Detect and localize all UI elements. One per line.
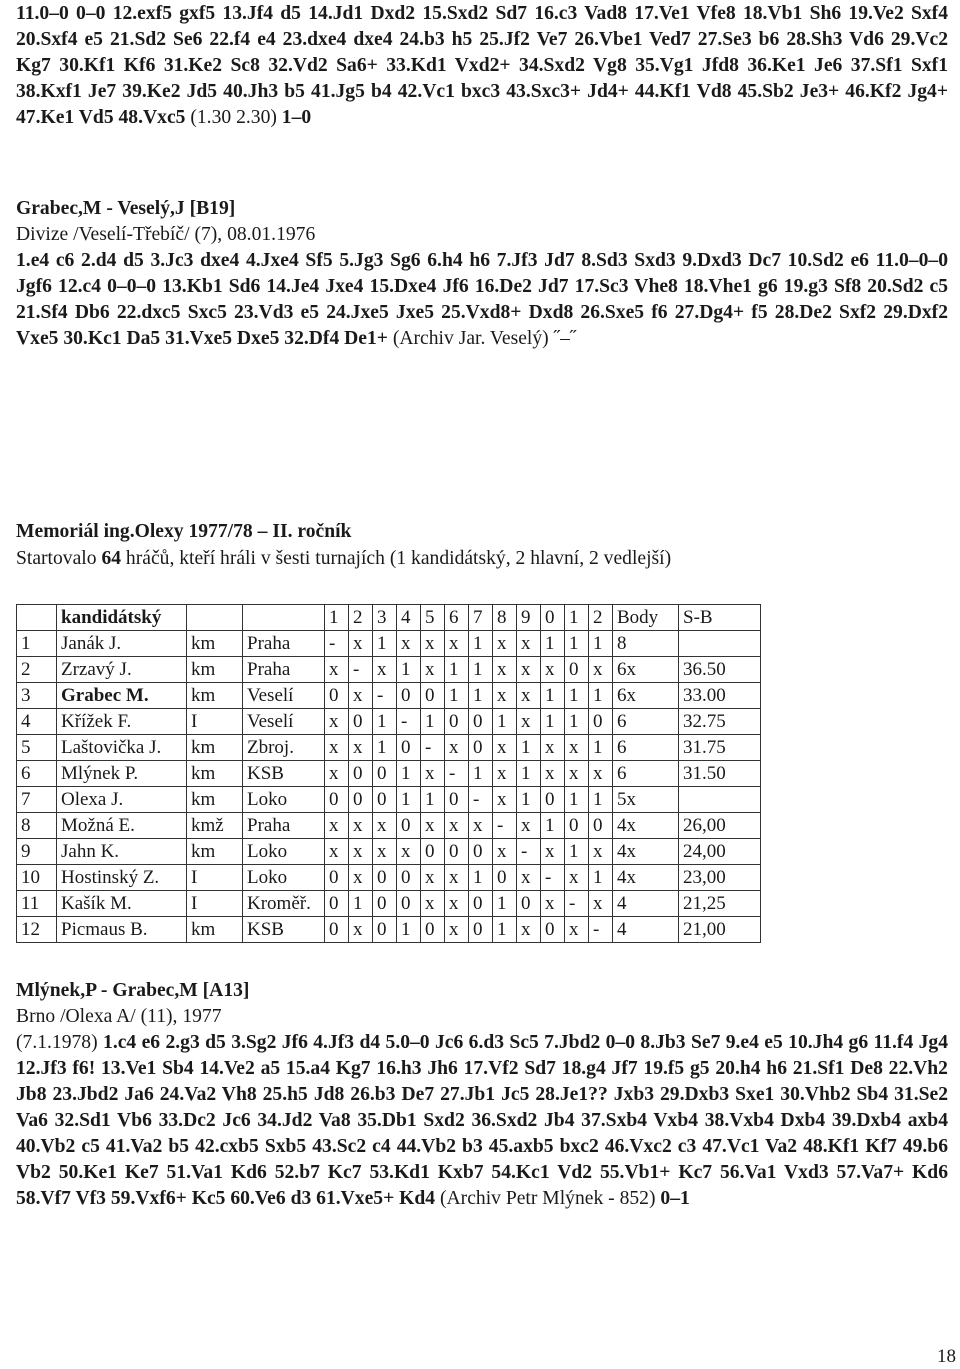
table-header-cell: S-B: [679, 605, 761, 631]
table-cell: 1: [469, 631, 493, 657]
table-cell: km: [187, 631, 243, 657]
table-cell: Zbroj.: [243, 735, 325, 761]
game3: [16, 978, 948, 1212]
table-cell: x: [541, 761, 565, 787]
table-cell: 1: [373, 735, 397, 761]
table-cell: 0: [469, 917, 493, 943]
table-cell: 1: [589, 631, 613, 657]
game3-players: Mlýnek,P - Grabec,M [A13]: [16, 980, 250, 1001]
table-cell: 32.75: [679, 709, 761, 735]
table-cell: x: [421, 657, 445, 683]
table-cell: x: [325, 657, 349, 683]
table-cell: 0: [373, 865, 397, 891]
game1-moves-rest: Sh6 19.Ve2 Sxf4 20.Sxf4 e5 21.Sd2 Se6 22.f4 e4 23.dxe4 dxe4 24.b3 h5 25.Jf2 Ve7 26.Vbe1 Ved7 27.Se3 b6 28.Sh3 Vd6 29.Vc2 Kg7 30.Kf1 Kf6 31.Ke2 Sc8 32.Vd2 Sa6+ 33.Kd1 Vxd2+ 34.Sxd2 Vg8 35.Vg1 Jfd8 36.Ke1 Je6 37.Sf1 Sxf1 38.Kxf1 Je7 39.Ke2 Jd5 40.Jh3 b5 41.Jg5 b4 42.Vc1 bxc3 43.Sxc3+ Jd4+ 44.Kf1 Vd8 45.Sb2 Je3+ 46.Kf2 Jg4+ 47.Ke1 Vd5 48.Vxc5: [16, 3, 949, 128]
table-cell: 0: [469, 839, 493, 865]
table-cell: 1: [469, 657, 493, 683]
table-header-cell: 2: [589, 605, 613, 631]
game1-time: (1.30 2.30): [190, 107, 277, 128]
table-cell: x: [493, 631, 517, 657]
table-cell: KSB: [243, 917, 325, 943]
table-cell: x: [349, 683, 373, 709]
table-cell: Loko: [243, 787, 325, 813]
game2-moves: 1.e4 c6 2.d4 d5 3.Jc3 dxe4 4.Jxe4 Sf5 5.Jg3 Sg6 6.h4 h6 7.Jf3 Jd7 8.Sd3 Sxd3 9.Dxd3 Dc7 10.Sd2 e6 11.0–0–0 Jgf6 12.c4 0–0–0 13.Kb1 Sd6 14.Je4 Jxe4 15.Dxe4 Jf6 16.De2 Jd7 17.Sc3 Vhe8 18.Vhe1 g6 19.g3 Sf8 20.Sd2 c5 21.Sf4 Db6 22.dxc5 Sxc5 23.Vd3 e5 24.Jxe5 Jxe5 25.Vxd8+ Dxd8 26.Sxe5 f6 27.Dg4+ f5 28.De2 Sxf2 29.Dxf2 Vxe5 30.Kc1 Da5 31.Vxe5 Dxe5 32.Df4 De1+: [16, 250, 948, 349]
table-cell: x: [421, 891, 445, 917]
table-cell: -: [469, 787, 493, 813]
game2-event: Divize /Veselí-Třebíč/ (7), 08.01.1976: [16, 224, 316, 245]
game2-players: Grabec,M - Veselý,J [B19]: [16, 198, 236, 219]
table-cell: -: [541, 865, 565, 891]
table-row: [17, 735, 761, 761]
table-cell: x: [373, 813, 397, 839]
table-cell: 0: [397, 891, 421, 917]
table-cell: 4: [613, 891, 679, 917]
table-cell: km: [187, 839, 243, 865]
table-row: [17, 683, 761, 709]
table-cell: x: [325, 735, 349, 761]
table-cell: 0: [397, 813, 421, 839]
table-cell: 1: [565, 683, 589, 709]
table-cell: 21,00: [679, 917, 761, 943]
table-cell: x: [325, 839, 349, 865]
table-cell: km: [187, 735, 243, 761]
table-cell: 1: [517, 735, 541, 761]
table-cell: 6x: [613, 683, 679, 709]
table-cell: x: [493, 683, 517, 709]
table-cell: 0: [469, 891, 493, 917]
table-cell: x: [397, 839, 421, 865]
tournament-table-body: [17, 605, 761, 943]
table-cell: Praha: [243, 813, 325, 839]
game3-date: (7.1.1978): [16, 1032, 98, 1053]
table-cell: 0: [541, 787, 565, 813]
table-cell: 8: [613, 631, 679, 657]
table-cell: x: [349, 813, 373, 839]
table-cell: 4x: [613, 865, 679, 891]
table-cell: 1: [445, 657, 469, 683]
table-cell: 1: [541, 813, 565, 839]
table-cell: KSB: [243, 761, 325, 787]
table-cell: 0: [421, 683, 445, 709]
table-cell: x: [349, 839, 373, 865]
table-row: [17, 657, 761, 683]
table-header-cell: 0: [541, 605, 565, 631]
table-cell: -: [565, 891, 589, 917]
table-cell: x: [517, 709, 541, 735]
table-header-cell: 1: [565, 605, 589, 631]
table-cell: 21,25: [679, 891, 761, 917]
table-cell: 11: [17, 891, 57, 917]
table-cell: 4x: [613, 839, 679, 865]
table-cell: 0: [589, 813, 613, 839]
memorial-section: [16, 520, 948, 574]
table-cell: x: [541, 735, 565, 761]
table-cell: Olexa J.: [57, 787, 187, 813]
table-cell: 0: [397, 865, 421, 891]
game1-moves-line1: 11.0–0 0–0 12.exf5 gxf5 13.Jf4 d5 14.Jd1 Dxd2 15.Sxd2 Sd7 16.c3 Vad8 17.Ve1 Vfe8 18.Vb1: [16, 3, 803, 24]
table-cell: km: [187, 917, 243, 943]
table-cell: 0: [373, 787, 397, 813]
table-cell: 1: [445, 683, 469, 709]
table-cell: km: [187, 683, 243, 709]
table-cell: 3: [17, 683, 57, 709]
table-cell: 1: [469, 761, 493, 787]
table-cell: 0: [469, 709, 493, 735]
table-cell: 0: [325, 891, 349, 917]
table-cell: Praha: [243, 657, 325, 683]
table-cell: Hostinský Z.: [57, 865, 187, 891]
table-cell: [679, 787, 761, 813]
table-cell: x: [565, 761, 589, 787]
table-cell: Kašík M.: [57, 891, 187, 917]
table-cell: Loko: [243, 839, 325, 865]
table-cell: 0: [421, 917, 445, 943]
table-cell: x: [445, 631, 469, 657]
table-cell: Možná E.: [57, 813, 187, 839]
table-cell: 31.50: [679, 761, 761, 787]
table-row: [17, 891, 761, 917]
table-cell: -: [589, 917, 613, 943]
table-header-cell: 8: [493, 605, 517, 631]
table-cell: 1: [469, 865, 493, 891]
table-cell: x: [325, 813, 349, 839]
table-cell: Veselí: [243, 709, 325, 735]
table-cell: x: [421, 813, 445, 839]
table-cell: 1: [397, 657, 421, 683]
table-cell: Picmaus B.: [57, 917, 187, 943]
table-header-cell: 6: [445, 605, 469, 631]
memorial-title: Memoriál ing.Olexy 1977/78 – II. ročník: [16, 521, 352, 542]
table-cell: x: [493, 735, 517, 761]
table-cell: 4: [613, 917, 679, 943]
table-cell: 1: [493, 891, 517, 917]
table-cell: x: [565, 917, 589, 943]
page-number: 18: [937, 1346, 956, 1367]
table-cell: 1: [565, 709, 589, 735]
table-cell: 26,00: [679, 813, 761, 839]
table-header-cell: 4: [397, 605, 421, 631]
table-cell: x: [421, 631, 445, 657]
table-header-row: [17, 605, 761, 631]
table-cell: Loko: [243, 865, 325, 891]
table-cell: x: [349, 865, 373, 891]
table-cell: I: [187, 891, 243, 917]
table-cell: 1: [373, 631, 397, 657]
table-cell: 0: [493, 865, 517, 891]
table-cell: 0: [541, 917, 565, 943]
table-cell: 1: [493, 709, 517, 735]
game3-event: Brno /Olexa A/ (11), 1977: [16, 1006, 222, 1027]
table-cell: x: [373, 657, 397, 683]
table-cell: 6: [613, 735, 679, 761]
table-cell: x: [325, 709, 349, 735]
table-row: [17, 761, 761, 787]
table-cell: Křížek F.: [57, 709, 187, 735]
table-cell: 7: [17, 787, 57, 813]
table-cell: x: [565, 865, 589, 891]
table-cell: I: [187, 709, 243, 735]
table-cell: 1: [469, 683, 493, 709]
table-cell: x: [445, 891, 469, 917]
table-cell: 0: [565, 813, 589, 839]
game3-source: (Archiv Petr Mlýnek - 852): [440, 1188, 656, 1209]
table-row: [17, 709, 761, 735]
table-cell: km: [187, 787, 243, 813]
table-cell: 36.50: [679, 657, 761, 683]
table-cell: 0: [349, 787, 373, 813]
table-cell: Janák J.: [57, 631, 187, 657]
table-cell: x: [445, 917, 469, 943]
table-cell: Zrzavý J.: [57, 657, 187, 683]
game2-source: (Archiv Jar. Veselý): [392, 328, 549, 349]
table-cell: x: [445, 813, 469, 839]
game3-moves-b: f6! 13.Ve1 Sb4 14.Ve2 a5 15.a4 Kg7 16.h3 Jh6 17.Vf2 Sd7 18.g4 Jf7 19.f5 g5 20.h4 h6 21.Sf1 De8 22.Vh2 Jb8 23.Jbd2 Ja6 24.Va2 Vh8 25.h5 Jd8 26.b3 De7 27.Jb1 Jc5 28.Je1?? Jxb3 29.Dxb3 Sxe1 30.Vhb2 Sb4 31.Se2 Va6 32.Sd1 Vb6 33.Dc2 Jc6 34.Jd2 Va8 35.Db1 Sxd2 36.Sxd2 Jb4 37.Sxb4 Vxb4 38.Vxb4 Dxb4 39.Dxb4 axb4 40.Vb2 c5 41.Va2 b5 42.cxb5 Sxb5 43.Sc2 c4 44.Vb2 b3 45.axb5 bxc2 46.Vxc2 c3 47.Vc1 Va2 48.Kf1 Kf7 49.b6 Vb2 50.Ke1 Ke7 51.Va1 Kd6 52.b7 Kc7 53.Kd1 Kxb7 54.Kc1 Vd2 55.Vb1+ Kc7 56.Va1 Vxd3 57.Va7+ Kd6 58.Vf7 Vf3 59.Vxf6+ Kc5 60.Ve6 d3 61.Vxe5+ Kd4: [16, 1058, 948, 1209]
table-cell: km: [187, 761, 243, 787]
table-header-cell: 7: [469, 605, 493, 631]
table-cell: x: [493, 839, 517, 865]
table-cell: 8: [17, 813, 57, 839]
table-cell: x: [541, 657, 565, 683]
table-cell: 0: [469, 735, 493, 761]
game1-result: 1–0: [281, 107, 312, 128]
table-cell: 0: [325, 787, 349, 813]
table-cell: 0: [373, 891, 397, 917]
table-cell: 0: [445, 787, 469, 813]
table-header-cell: 5: [421, 605, 445, 631]
table-cell: 0: [565, 657, 589, 683]
table-cell: 0: [445, 839, 469, 865]
game2-result: ˝–˝: [553, 328, 577, 349]
table-cell: 1: [517, 787, 541, 813]
table-cell: Grabec M.: [57, 683, 187, 709]
table-cell: x: [541, 839, 565, 865]
table-cell: 1: [17, 631, 57, 657]
table-cell: Jahn K.: [57, 839, 187, 865]
table-cell: 0: [325, 683, 349, 709]
table-cell: 1: [421, 709, 445, 735]
table-cell: 10: [17, 865, 57, 891]
table-cell: 0: [517, 891, 541, 917]
table-cell: 31.75: [679, 735, 761, 761]
table-cell: 1: [589, 683, 613, 709]
table-cell: 1: [541, 631, 565, 657]
table-cell: 0: [349, 761, 373, 787]
table-cell: x: [541, 891, 565, 917]
table-header-cell: kandidátský: [57, 605, 187, 631]
table-cell: 0: [397, 735, 421, 761]
table-row: [17, 865, 761, 891]
table-cell: Kroměř.: [243, 891, 325, 917]
table-cell: 6x: [613, 657, 679, 683]
table-cell: 5x: [613, 787, 679, 813]
table-cell: 0: [373, 761, 397, 787]
table-cell: x: [325, 761, 349, 787]
table-cell: 1: [565, 787, 589, 813]
table-cell: 5: [17, 735, 57, 761]
table-cell: x: [565, 735, 589, 761]
tournament-table: [16, 604, 761, 943]
table-cell: 2: [17, 657, 57, 683]
table-header-cell: [17, 605, 57, 631]
table-header-cell: 1: [325, 605, 349, 631]
table-cell: x: [517, 683, 541, 709]
table-cell: 1: [397, 761, 421, 787]
table-cell: x: [349, 735, 373, 761]
table-cell: -: [349, 657, 373, 683]
table-cell: Laštovička J.: [57, 735, 187, 761]
table-cell: 33.00: [679, 683, 761, 709]
table-cell: 0: [325, 865, 349, 891]
table-cell: Veselí: [243, 683, 325, 709]
table-cell: 1: [493, 917, 517, 943]
table-cell: x: [493, 787, 517, 813]
table-cell: kmž: [187, 813, 243, 839]
table-cell: 12: [17, 917, 57, 943]
table-header-cell: [243, 605, 325, 631]
table-header-cell: 9: [517, 605, 541, 631]
table-header-cell: [187, 605, 243, 631]
table-cell: x: [493, 761, 517, 787]
memorial-subtitle: Startovalo 64 hráčů, kteří hráli v šesti turnajích (1 kandidátský, 2 hlavní, 2 vedlejší): [16, 548, 672, 569]
table-cell: 1: [541, 683, 565, 709]
table-cell: 1: [517, 761, 541, 787]
table-cell: 9: [17, 839, 57, 865]
table-cell: -: [397, 709, 421, 735]
table-cell: 0: [589, 709, 613, 735]
table-cell: 0: [397, 683, 421, 709]
table-cell: -: [421, 735, 445, 761]
table-cell: 1: [565, 631, 589, 657]
table-cell: -: [373, 683, 397, 709]
table-cell: 0: [445, 709, 469, 735]
table-cell: 24,00: [679, 839, 761, 865]
game1-moves: [16, 1, 948, 131]
table-cell: -: [517, 839, 541, 865]
table-cell: 0: [325, 917, 349, 943]
table-cell: I: [187, 865, 243, 891]
table-cell: 1: [421, 787, 445, 813]
table-cell: 6: [17, 761, 57, 787]
table-cell: km: [187, 657, 243, 683]
table-row: [17, 839, 761, 865]
table-cell: -: [325, 631, 349, 657]
table-cell: x: [517, 865, 541, 891]
table-cell: 1: [397, 917, 421, 943]
table-cell: 1: [373, 709, 397, 735]
table-cell: 1: [541, 709, 565, 735]
table-cell: x: [589, 761, 613, 787]
table-cell: x: [589, 891, 613, 917]
table-row: [17, 813, 761, 839]
table-cell: x: [445, 735, 469, 761]
table-cell: 0: [349, 709, 373, 735]
table-row: [17, 631, 761, 657]
table-cell: 4: [17, 709, 57, 735]
table-cell: x: [493, 657, 517, 683]
table-cell: x: [589, 657, 613, 683]
table-cell: -: [493, 813, 517, 839]
table-cell: 1: [589, 735, 613, 761]
table-cell: 23,00: [679, 865, 761, 891]
table-row: [17, 917, 761, 943]
table-cell: 6: [613, 761, 679, 787]
table-cell: x: [349, 631, 373, 657]
table-cell: 1: [349, 891, 373, 917]
game2: [16, 196, 948, 352]
table-cell: x: [397, 631, 421, 657]
table-cell: x: [589, 839, 613, 865]
table-cell: x: [469, 813, 493, 839]
table-cell: x: [517, 917, 541, 943]
table-cell: 6: [613, 709, 679, 735]
table-cell: x: [373, 839, 397, 865]
table-header-cell: 2: [349, 605, 373, 631]
table-cell: 1: [589, 787, 613, 813]
table-cell: x: [445, 865, 469, 891]
table-cell: 1: [589, 865, 613, 891]
table-cell: 1: [565, 839, 589, 865]
table-cell: x: [517, 657, 541, 683]
table-cell: Praha: [243, 631, 325, 657]
table-cell: x: [517, 813, 541, 839]
table-cell: 4x: [613, 813, 679, 839]
table-cell: 1: [397, 787, 421, 813]
table-row: [17, 787, 761, 813]
table-cell: x: [421, 865, 445, 891]
table-header-cell: 3: [373, 605, 397, 631]
table-cell: 0: [373, 917, 397, 943]
table-cell: [679, 631, 761, 657]
table-cell: x: [421, 761, 445, 787]
table-cell: 0: [421, 839, 445, 865]
table-cell: x: [349, 917, 373, 943]
table-cell: Mlýnek P.: [57, 761, 187, 787]
game3-moves-a: 1.c4 e6 2.g3 d5 3.Sg2 Jf6 4.Jf3 d4 5.0–0 Jc6 6.d3 Sc5 7.Jbd2 0–0 8.Jb3 Se7 9.e4 e5 10.Jh4 g6 11.f4 Jg4 12.Jf3: [16, 1032, 949, 1079]
table-header-cell: Body: [613, 605, 679, 631]
table-cell: x: [517, 631, 541, 657]
game3-result: 0–1: [660, 1188, 690, 1209]
table-cell: -: [445, 761, 469, 787]
